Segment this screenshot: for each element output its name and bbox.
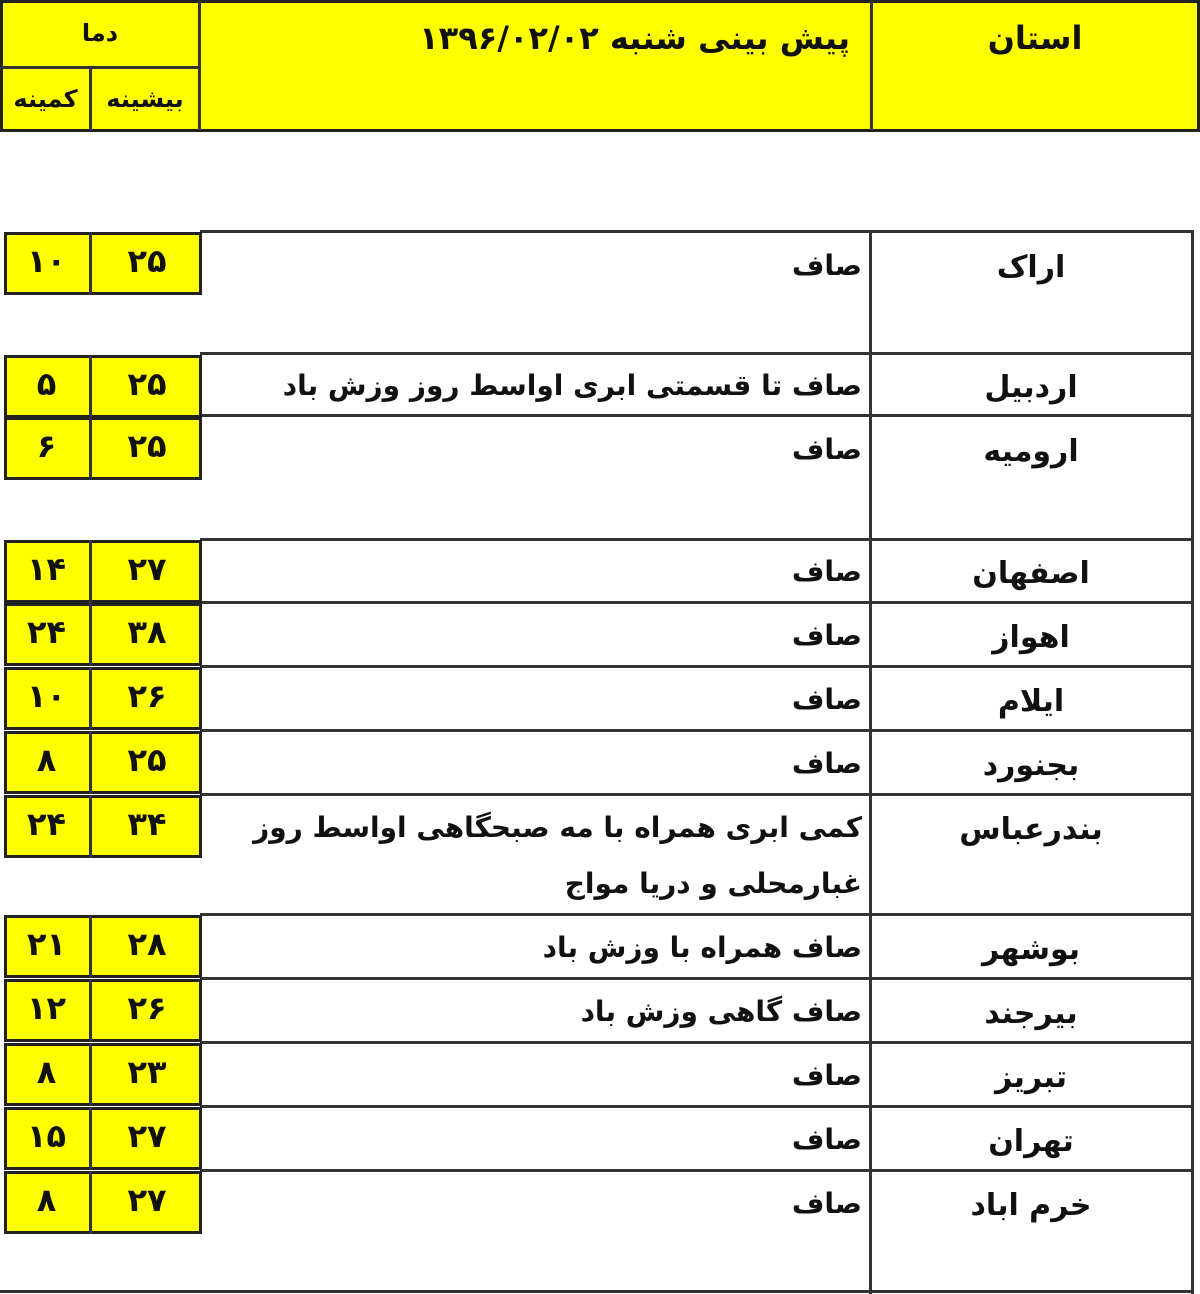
forecast-text: صاف [791,555,862,588]
table-right-border [1191,230,1194,1294]
province-name: بندرعباس [959,811,1103,847]
province-name: ارومیه [983,433,1079,469]
max-temperature: ۲۷ [127,1117,167,1155]
row-separator [200,538,1194,541]
province-name: ایلام [997,683,1065,719]
province-name: خرم اباد [970,1187,1092,1223]
min-temperature: ۸ [36,1053,57,1091]
max-temperature: ۲۶ [127,989,167,1027]
min-temperature: ۲۴ [26,613,67,651]
min-temperature: ۱۰ [26,242,67,280]
province-column-divider [869,230,872,1294]
max-temperature: ۳۸ [127,613,167,651]
table-top-border [200,230,1194,233]
forecast-text: صاف [791,433,862,466]
header-temperature-underline [0,66,200,69]
forecast-text: صاف [791,1123,862,1156]
min-temperature: ۲۴ [26,805,67,843]
temperature-header: دما [81,19,119,47]
province-name: اهواز [992,619,1070,655]
max-temperature: ۲۵ [127,741,167,779]
forecast-text: صاف همراه با وزش باد [542,931,862,964]
forecast-text: صاف [791,1059,862,1092]
forecast-text: صاف [791,619,862,652]
province-name: تهران [988,1123,1074,1159]
max-temperature: ۲۵ [127,427,167,465]
min-temperature: ۸ [36,1181,57,1219]
max-temperature: ۲۶ [127,677,167,715]
province-name: اراک [996,249,1066,285]
min-temperature: ۸ [36,741,57,779]
max-column-header: بیشینه [106,85,184,113]
province-name: بجنورد [982,747,1080,783]
province-name: اصفهان [972,555,1090,591]
row-separator [200,913,1194,916]
max-temperature: ۲۷ [127,550,167,588]
province-name: اردبیل [984,369,1078,405]
max-temperature: ۳۴ [127,805,167,843]
forecast-text: صاف گاهی وزش باد [580,995,862,1028]
province-name: تبریز [994,1059,1068,1095]
forecast-text: صاف [791,683,862,716]
max-temperature: ۲۵ [127,242,167,280]
forecast-text: صاف [791,1187,862,1220]
max-temperature: ۲۸ [127,925,167,963]
min-temperature: ۱۵ [26,1117,67,1155]
max-temperature: ۲۷ [127,1181,167,1219]
forecast-text: صاف [791,249,862,282]
min-temperature: ۱۴ [26,550,67,588]
forecast-title: پیش بینی شنبه ۱۳۹۶/۰۲/۰۲ [419,19,850,57]
header-divider-province [870,0,873,130]
min-column-header: کمینه [13,85,78,113]
forecast-text: صاف تا قسمتی ابری اواسط روز وزش باد [282,369,862,402]
province-name: بوشهر [981,931,1081,967]
min-temperature: ۱۰ [26,677,67,715]
min-temperature: ۶ [36,427,57,465]
min-temperature: ۲۱ [26,925,67,963]
max-temperature: ۲۳ [127,1053,167,1091]
province-name: بیرجند [984,995,1078,1031]
min-temperature: ۵ [36,365,57,403]
province-column-header: استان [987,19,1083,57]
table-bottom-border [0,1290,1194,1293]
min-temperature: ۱۲ [26,989,67,1027]
forecast-text: کمی ابری همراه با مه صبحگاهی اواسط روز غبارمحلی و دریا مواج [253,811,862,900]
max-temperature: ۲۵ [127,365,167,403]
forecast-text: صاف [791,747,862,780]
row-separator [200,352,1194,355]
